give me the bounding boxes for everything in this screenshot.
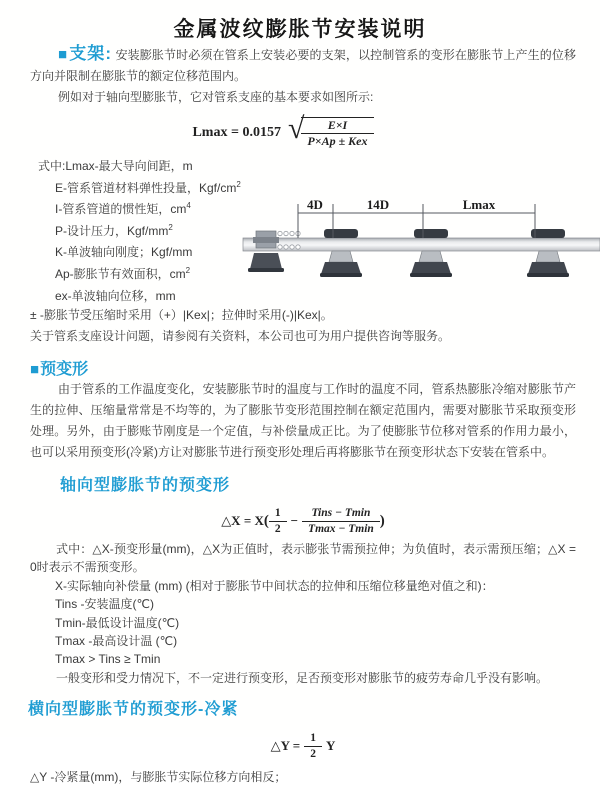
lateral-note: △Y -冷紧量(mm)，与膨胀节实际位移方向相反； bbox=[30, 769, 287, 784]
page-title: 金属波纹膨胀节安装说明 bbox=[173, 18, 427, 41]
support-example-line: 例如对于轴向型膨胀节，它对管系支座的基本要求如图所示: bbox=[58, 90, 374, 104]
pipe-support-diagram bbox=[243, 195, 600, 290]
square-bullet-icon: ■ bbox=[30, 361, 40, 379]
support-intro-text: 安装膨胀节时必须在管系上安装必要的支架，以控制管系的变形在膨胀节上产生的位移方向并限制在膨胀节的额定位移范围内。 bbox=[30, 48, 576, 83]
fraction-denominator: P×Ap ± Kex bbox=[307, 134, 368, 148]
axial-formula bbox=[30, 506, 576, 536]
definition-line: I-管系管道的惯性矩，$cm^4$ bbox=[55, 201, 191, 217]
axial-formula-prefix: △X = X bbox=[221, 513, 264, 529]
support-intro-paragraph bbox=[30, 43, 576, 87]
open-paren: ( bbox=[263, 512, 269, 529]
definition-line: K-单波轴向刚度；Kgf/mm bbox=[55, 245, 193, 260]
definition-line: E-管系管道材料弹性投量，Kgf/$cm^2$ bbox=[55, 179, 241, 195]
lateral-formula-suffix: Y bbox=[325, 738, 336, 754]
definition-line: P-设计压力，Kgf/$mm^2$ bbox=[55, 222, 173, 238]
guide-support bbox=[320, 229, 362, 277]
dim-label-14d: 14D bbox=[366, 197, 390, 212]
definition-line: 式中:Lmax-最大导向间距，m bbox=[38, 159, 193, 173]
predeform-section-heading: ■预变形 bbox=[30, 361, 89, 379]
axial-subsection-heading: 轴向型膨胀节的预变形 bbox=[60, 477, 231, 495]
note-line: Tmax > Tins ≥ Tmin bbox=[55, 652, 161, 667]
predeform-body-paragraph: 由于管系的工作温度变化，安装膨胀节时的温度与工作时的温度不同，管系热膨胀冷缩对膨胀节产生的拉伸、压缩量常常是不均等的，为了膨胀节变形范围控制在额定范围内，需要对膨胀节采取预变形处理。另外，由于膨账节刚度是一个定值，与补偿量成正比。为了使膨胀节位移对管系的作用力最小，也可以采用预变形(冷紧)方让对膨胀节进行预变形处理后再将膨胀节在预变形状态下安装在管系中。 bbox=[30, 382, 576, 460]
axial-notes bbox=[30, 540, 576, 687]
note-line: 式中：△X-预变形量(mm)，△X为正值时，表示膨张节需预拉伸；为负值时，表示需预压缩；△X = 0时表示不需预变形。 bbox=[30, 541, 576, 575]
note-line: Tmin-最低设计温度(℃) bbox=[55, 615, 180, 630]
radical-expression bbox=[287, 112, 374, 149]
note-line: Tins -安装温度(℃) bbox=[55, 597, 155, 612]
definition-line: ex-单波轴向位移，mm bbox=[55, 288, 176, 303]
definition-line: Ap-膨胀节有效面积，$cm^2$ bbox=[55, 265, 191, 281]
consulting-note: 关于管系支座设计问题，请参阅有关资料，本公司也可为用户提供咨询等服务。 bbox=[30, 329, 451, 344]
close-paren: ) bbox=[379, 512, 385, 529]
page-content bbox=[0, 43, 600, 788]
lateral-formula bbox=[30, 731, 576, 761]
support-section-label: ■支架: bbox=[58, 44, 113, 63]
lmax-fraction bbox=[301, 117, 373, 149]
half-fraction: $\frac{1}{2}$ bbox=[304, 731, 322, 761]
temperature-fraction: $\frac{\text{Tins − Tmin}}{Tmax - Tmin}$ bbox=[302, 506, 380, 536]
half-fraction: $\frac{1}{2}$ bbox=[269, 506, 287, 536]
dim-label-lmax: Lmax bbox=[462, 197, 496, 212]
sign-convention-note: ± -膨胀节受压缩时采用（+）|Kex|；拉伸时采用(-)|Kex|。 bbox=[30, 308, 333, 323]
fraction-numerator: E×I bbox=[301, 118, 373, 134]
note-line: X-实际轴向补偿量 (mm) (相对于膨胀节中间状态的拉伸和压缩位移量绝对值之和)： bbox=[55, 578, 494, 593]
square-bullet-icon: ■ bbox=[58, 46, 69, 63]
note-line: Tmax -最高设计温 (℃) bbox=[55, 633, 178, 648]
lateral-subsection-heading: 横向型膨胀节的预变形-冷紧 bbox=[28, 701, 239, 719]
minus-operator: − bbox=[290, 513, 299, 529]
guide-support bbox=[527, 229, 569, 277]
lmax-formula-prefix: Lmax = 0.0157 bbox=[192, 125, 281, 140]
note-line: 一般变形和受力情况下，不一定进行预变形，足否预变形对膨胀节的疲劳寿命几乎没有影响。 bbox=[56, 670, 549, 685]
lmax-formula bbox=[30, 112, 536, 149]
guide-support bbox=[410, 229, 452, 277]
anchor-support bbox=[248, 231, 284, 272]
dim-label-4d: 4D bbox=[307, 197, 323, 212]
sqrt-icon: √ bbox=[287, 112, 305, 145]
lateral-formula-prefix: △Y = bbox=[270, 738, 301, 754]
